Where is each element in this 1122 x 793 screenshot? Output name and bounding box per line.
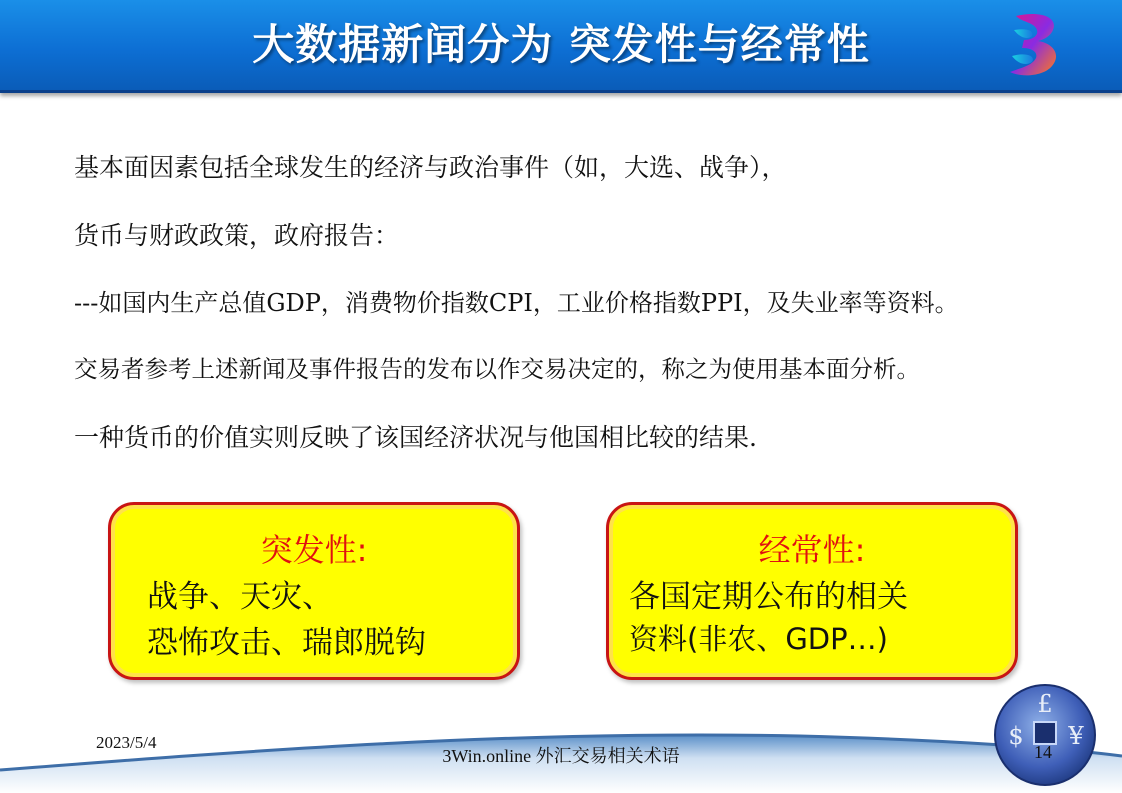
coin-symbol: $ (1008, 722, 1024, 750)
body-line-4: 交易者参考上述新闻及事件报告的发布以作交易决定的，称之为使用基本面分析。 (74, 355, 920, 383)
footer-date: 2023/5/4 (96, 733, 157, 752)
body-line-2: 货币与财政政策，政府报告： (74, 221, 400, 250)
slide-header (0, 0, 1122, 93)
sudden-news-line-1: 战争、天灾、 (147, 579, 333, 615)
sudden-news-box (108, 502, 520, 680)
regular-news-line-2: 资料(非农、GDP…) (629, 622, 888, 656)
coin-symbol: ¥ (1068, 722, 1084, 750)
regular-news-box (606, 502, 1018, 680)
currency-coin-icon (992, 682, 1098, 788)
brand-logo-icon (1002, 10, 1066, 80)
regular-news-title: 经常性: (758, 531, 866, 569)
slide-title: 大数据新闻分为 突发性与经常性 (252, 20, 870, 69)
coin-symbol: £ (1037, 690, 1053, 718)
footer-title: 3Win.online 外汇交易相关术语 (442, 746, 680, 766)
sudden-news-title: 突发性: (260, 531, 368, 569)
page-number: 14 (1034, 742, 1052, 762)
body-line-1: 基本面因素包括全球发生的经济与政治事件（如，大选、战争）， (74, 153, 787, 182)
body-line-5: 一种货币的价值实则反映了该国经济状况与他国相比较的结果. (74, 423, 757, 452)
sudden-news-line-2: 恐怖攻击、瑞郎脱钩 (147, 625, 426, 661)
body-line-3: ---如国内生产总值GDP，消费物价指数CPI，工业价格指数PPI，及失业率等资料。 (74, 289, 959, 317)
regular-news-line-1: 各国定期公布的相关 (629, 579, 908, 615)
